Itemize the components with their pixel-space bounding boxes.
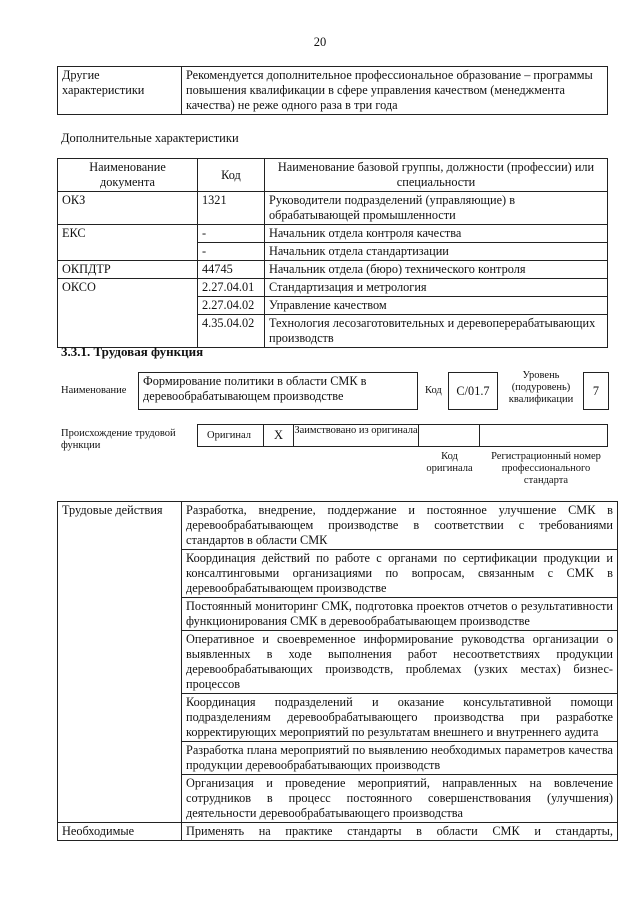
action-item: Организация и проведение мероприятий, направленных на вовлечение сотрудников в процесс постоянного совершенствования (улучшения) деятельности деревообрабатывающего производства [182, 775, 618, 823]
row-code: 1321 [198, 192, 265, 225]
code-original-cell [419, 424, 480, 447]
row-doc: ОКСО [58, 279, 198, 348]
other-characteristics-label: Другие характеристики [58, 67, 182, 115]
original-label: Оригинал [207, 430, 251, 441]
table-row [58, 279, 608, 297]
original-mark: X [273, 428, 284, 442]
action-item: Координация подразделений и оказание консультативной помощи подразделениям деревообрабатывающего производства при разработке корректирующих мероприятий по результатам внешнего и внутреннего аудита [182, 694, 618, 742]
skill-item: Применять на практике стандарты в области СМК и стандарты, [182, 823, 618, 841]
level-box [583, 372, 609, 410]
row-doc: ОКПДТР [58, 261, 198, 279]
actions-label: Трудовые действия [58, 502, 182, 823]
table-row [58, 225, 608, 243]
row-code: 44745 [198, 261, 265, 279]
row-doc: ОКЗ [58, 192, 198, 225]
row-code: 4.35.04.02 [198, 315, 265, 348]
row-doc: ЕКС [58, 225, 198, 261]
reg-number-cell [480, 424, 608, 447]
other-characteristics-table [57, 66, 608, 115]
row-name: Управление качеством [265, 297, 608, 315]
row-name: Руководители подразделений (управляющие) в обрабатывающей промышленности [265, 192, 608, 225]
row-name: Технология лесозаготовительных и деревоперерабатывающих производств [265, 315, 608, 348]
original-mark-cell [264, 424, 294, 447]
row-name: Начальник отдела (бюро) технического контроля [265, 261, 608, 279]
row-code: 2.27.04.02 [198, 297, 265, 315]
table-row [58, 261, 608, 279]
action-item: Разработка, внедрение, поддержание и постоянное улучшение СМК в деревообрабатывающем производстве в соответствии с требованиями стандартов в области СМК [182, 502, 618, 550]
table-row [58, 192, 608, 225]
skills-label: Необходимые [58, 823, 182, 841]
function-name: Формирование политики в области СМК в деревообрабатывающем производстве [143, 374, 367, 403]
code-label: Код [425, 385, 442, 396]
origin-label: Происхождение трудовой функции [61, 428, 176, 451]
action-item: Разработка плана мероприятий по выявлению необходимых параметров качества продукции деревообрабатывающих производств [182, 742, 618, 775]
borrowed-cell [294, 424, 419, 447]
header-document: Наименование документа [58, 159, 198, 192]
row-name: Стандартизация и метрология [265, 279, 608, 297]
reg-number-caption: Регистрационный номер профессионального стандарта [491, 451, 601, 486]
header-name: Наименование базовой группы, должности (профессии) или специальности [265, 159, 608, 192]
action-item: Постоянный мониторинг СМК, подготовка проектов отчетов о результативности функционирования СМК в деревообрабатывающем производстве [182, 598, 618, 631]
row-name: Начальник отдела стандартизации [265, 243, 608, 261]
header-code: Код [198, 159, 265, 192]
name-label: Наименование [61, 385, 127, 396]
other-characteristics-text: Рекомендуется дополнительное профессиональное образование – программы повышения квалификации в сфере управления качеством (менеджмента качества) не реже одного раза в три года [182, 67, 608, 115]
code-box [448, 372, 498, 410]
labour-actions-table [57, 501, 618, 841]
row-name: Начальник отдела контроля качества [265, 225, 608, 243]
borrowed-label: Заимствовано из оригинала [294, 425, 418, 436]
function-name-box [138, 372, 418, 410]
table-row [58, 502, 618, 550]
level-value: 7 [592, 383, 600, 398]
original-cell [197, 424, 264, 447]
code-value: C/01.7 [456, 383, 490, 398]
row-code: - [198, 225, 265, 243]
additional-characteristics-table [57, 158, 608, 348]
action-item: Координация действий по работе с органами по сертификации продукции и консалтинговыми организациями по вопросам, связанным с СМК в деревообрабатывающем производстве [182, 550, 618, 598]
row-code: - [198, 243, 265, 261]
action-item: Оперативное и своевременное информирование руководства организации о выявленных в ходе выполнения работ несоответствиях продукции деревообрабатывающих производств, проблемах (узких местах) бизнес-процессов [182, 631, 618, 694]
function-heading: 3.3.1. Трудовая функция [61, 344, 204, 359]
additional-characteristics-title: Дополнительные характеристики [61, 131, 239, 145]
page-number: 20 [313, 35, 327, 49]
table-row [58, 823, 618, 841]
table-header-row [58, 159, 608, 192]
level-label: Уровень (подуровень) квалификации [508, 370, 574, 405]
row-code: 2.27.04.01 [198, 279, 265, 297]
code-original-caption: Код оригинала [426, 451, 473, 474]
